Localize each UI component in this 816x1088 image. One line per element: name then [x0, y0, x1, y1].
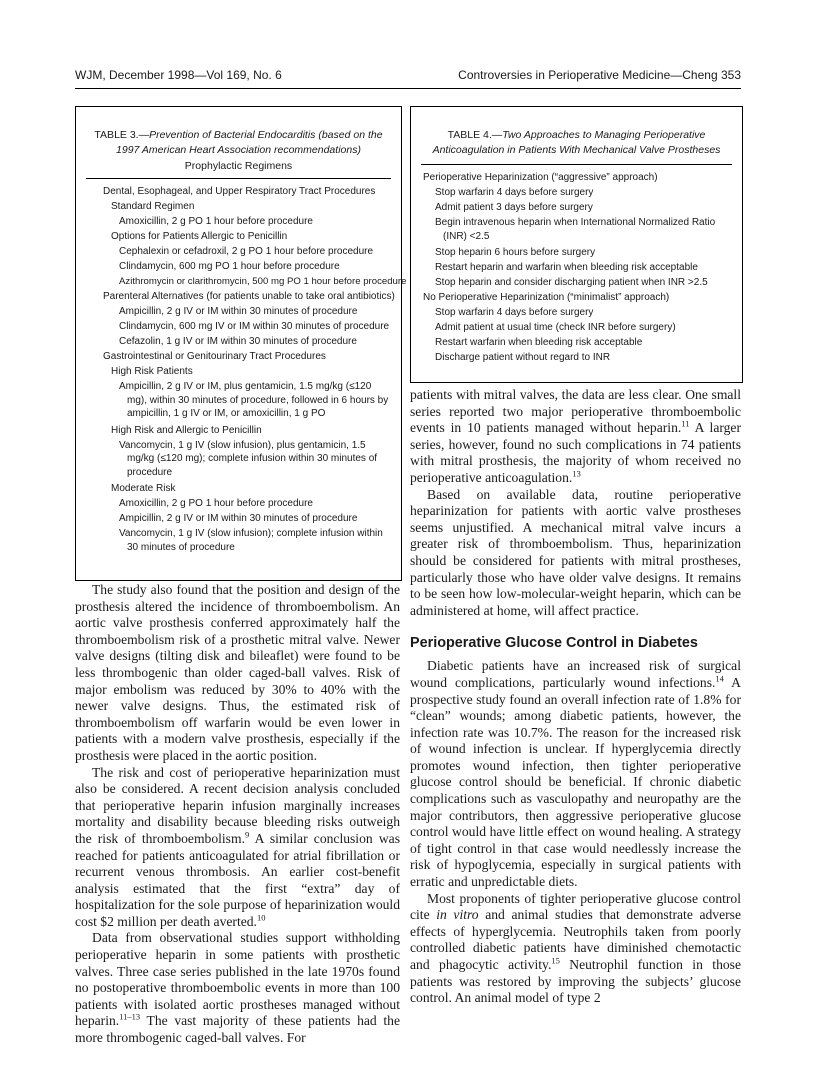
table-3-subtitle: Prophylactic Regimens [184, 160, 293, 172]
table-row: Restart warfarin when bleeding risk acceptable [435, 337, 643, 348]
table-3 [75, 106, 407, 581]
section-heading: Perioperative Glucose Control in Diabetes [410, 635, 698, 652]
paragraph: The study also found that the position and design of the prosthesis altered the incidence of thromboembolism. An aortic valve prosthesis conferred approximately half the thromboembolism risk of a prosthetic mitral valve. Newer valve designs (tilting disk and bileaflet) were found to be less thrombogenic than older caged-ball valves. Risk of major embolism was reduced by 30% to 40% with the newer valve designs. Thus, the estimated risk of thromboembolism off warfarin would be even lower in patients with a modern valve prosthesis, especially if the prosthesis were placed in the aortic position. [75, 582, 400, 763]
paragraph: Data from observational studies support withholding perioperative heparin in some patients with prosthetic valves. Three case series published in the late 1970s found no postoperative thromboembolic events in more than 100 patients with isolated aortic prostheses managed without heparin.$^{11-13}$ The vast majority of these patients had the more thrombogenic caged-ball valves. For [75, 930, 400, 1046]
table-row: Gastrointestinal or Genitourinary Tract Procedures [103, 351, 326, 362]
table-row: Dental, Esophageal, and Upper Respiratory Tract Procedures [103, 186, 376, 197]
table-row: Admit patient 3 days before surgery [435, 202, 593, 213]
running-header-left: WJM, December 1998—Vol 169, No. 6 [75, 68, 282, 82]
table-row: Amoxicillin, 2 g PO 1 hour before procedure [119, 498, 313, 509]
table-row: Parenteral Alternatives (for patients unable to take oral antibiotics) [103, 291, 395, 302]
table-row: Begin intravenous heparin when International Normalized Ratio (INR) <2.5 [435, 217, 716, 242]
table-row: Restart heparin and warfarin when bleeding risk acceptable [435, 262, 698, 273]
table-row: Cefazolin, 1 g IV or IM within 30 minutes of procedure [119, 336, 357, 347]
citation: 13 [572, 468, 581, 479]
paragraph: The risk and cost of perioperative heparinization must also be considered. A recent decision analysis concluded that perioperative heparin infusion marginally increases mortality and disability because bleeding risks outweigh the risk of thromboembolism.$^9$ A similar conclusion was reached for patients anticoagulated for atrial fibrillation or recurrent venous thrombosis. An earlier cost-benefit analysis estimated that the first “extra” day of hospitalization for the sole purpose of heparinization would cost $2 million per death averted.$^{10}$ [75, 764, 400, 929]
table-row: Stop heparin 6 hours before surgery [435, 247, 596, 258]
paragraph: Diabetic patients have an increased risk of surgical wound complications, particularly wound infections.$^{14}$ A prospective study found an overall infection rate of 1.8% for “clean” wounds; among diabetic patients, however, the infection rate was 10.7%. The reason for the increased risk of wound infection is unclear. If hyperglycemia directly promotes wound infection, then tighter perioperative glucose control should be beneficial. If chronic diabetic complications such as vasculopathy and neuropathy are the major contributors, then aggressive perioperative glucose control would have little effect on wound healing. A strategy of tight control in that case would needlessly increase the risk of hypoglycemia, especially in surgical patients with erratic and unpredictable diets. [410, 658, 741, 890]
table-row: Ampicillin, 2 g IV or IM within 30 minutes of procedure [119, 306, 358, 317]
table-4-caption: TABLE 4.—Two Approaches to Managing Perioperative Anticoagulation in Patients With Mechanical Valve Prostheses [432, 129, 721, 156]
table-row: Vancomycin, 1 g IV (slow infusion); complete infusion within 30 minutes of procedure [119, 528, 383, 553]
table-row: Perioperative Heparinization (“aggressive” approach) [423, 172, 658, 183]
table-row: Options for Patients Allergic to Penicillin [111, 231, 288, 242]
table-row: Cephalexin or cefadroxil, 2 g PO 1 hour before procedure [119, 246, 374, 257]
table-row: No Perioperative Heparinization (“minimalist” approach) [423, 292, 670, 303]
header-rule [75, 88, 741, 89]
right-body-column [410, 387, 741, 1007]
table-row: Ampicillin, 2 g IV or IM, plus gentamicin, 1.5 mg/kg (≤120 mg), within 30 minutes of procedure, followed in 6 hours by ampicillin, 1 g IV or IM, or amoxicillin, 1 g PO [119, 381, 389, 419]
citation: 14 [715, 673, 724, 684]
table-row: Stop warfarin 4 days before surgery [435, 307, 594, 318]
paragraph: Most proponents of tighter perioperative glucose control cite in vitro and animal studies that demonstrate adverse effects of hyperglycemia. Neutrophils taken from poorly controlled diabetic patients have diminished chemotactic and phagocytic activity.$^{15}$ Neutrophil function in those patients was restored by improving the subjects’ glucose control. An animal model of type 2 [410, 890, 741, 1006]
table-row: Discharge patient without regard to INR [435, 352, 611, 363]
paragraph: Based on available data, routine perioperative heparinization for patients with aortic valve prostheses seems unjustified. A mechanical mitral valve incurs a greater risk of thromboembolism. Thus, heparinization should be considered for patients with mitral prostheses, particularly those who have older valve designs. It remains to be seen how low-molecular-weight heparin, which can be administered at home, will affect practice. [410, 486, 741, 618]
table-row: Clindamycin, 600 mg PO 1 hour before procedure [119, 261, 340, 272]
left-body-column [75, 582, 400, 1047]
citation: 11–13 [119, 1011, 141, 1022]
table-3-caption: TABLE 3.—Prevention of Bacterial Endocarditis (based on the 1997 American Heart Association recommendations) [94, 129, 383, 156]
citation: 10 [256, 912, 266, 923]
table-3-rule [86, 178, 391, 179]
table-row: Clindamycin, 600 mg IV or IM within 30 minutes of procedure [119, 321, 390, 332]
table-row: High Risk Patients [111, 366, 193, 377]
table-row: Amoxicillin, 2 g PO 1 hour before procedure [119, 216, 313, 227]
citation: 9 [244, 829, 250, 840]
table-row: Moderate Risk [111, 483, 176, 494]
paragraph: patients with mitral valves, the data are less clear. One small series reported two major perioperative thromboembolic events in 10 patients managed without heparin.$^{11}$ A larger series, however, found no such complications in 74 patients with mitral prosthesis, the majority of whom received no perioperative anticoagulation.$^{13}$ [410, 387, 741, 485]
table-4 [410, 106, 743, 383]
table-row: Stop heparin and consider discharging patient when INR >2.5 [435, 277, 708, 288]
table-4-rule [421, 164, 732, 165]
table-row: Vancomycin, 1 g IV (slow infusion), plus gentamicin, 1.5 mg/kg (≤120 mg); complete infusion within 30 minutes of procedure [119, 439, 378, 478]
citation: 15 [551, 955, 560, 966]
table-row: High Risk and Allergic to Penicillin [111, 424, 262, 436]
table-row: Admit patient at usual time (check INR before surgery) [435, 322, 676, 333]
table-row: Ampicillin, 2 g IV or IM within 30 minutes of procedure [119, 513, 358, 524]
running-header-right: Controversies in Perioperative Medicine—Cheng 353 [458, 68, 741, 82]
table-row: Stop warfarin 4 days before surgery [435, 187, 594, 198]
citation: 11 [681, 418, 690, 429]
table-row: Standard Regimen [111, 201, 195, 212]
table-row: Azithromycin or clarithromycin, 500 mg PO 1 hour before procedure [119, 276, 407, 287]
